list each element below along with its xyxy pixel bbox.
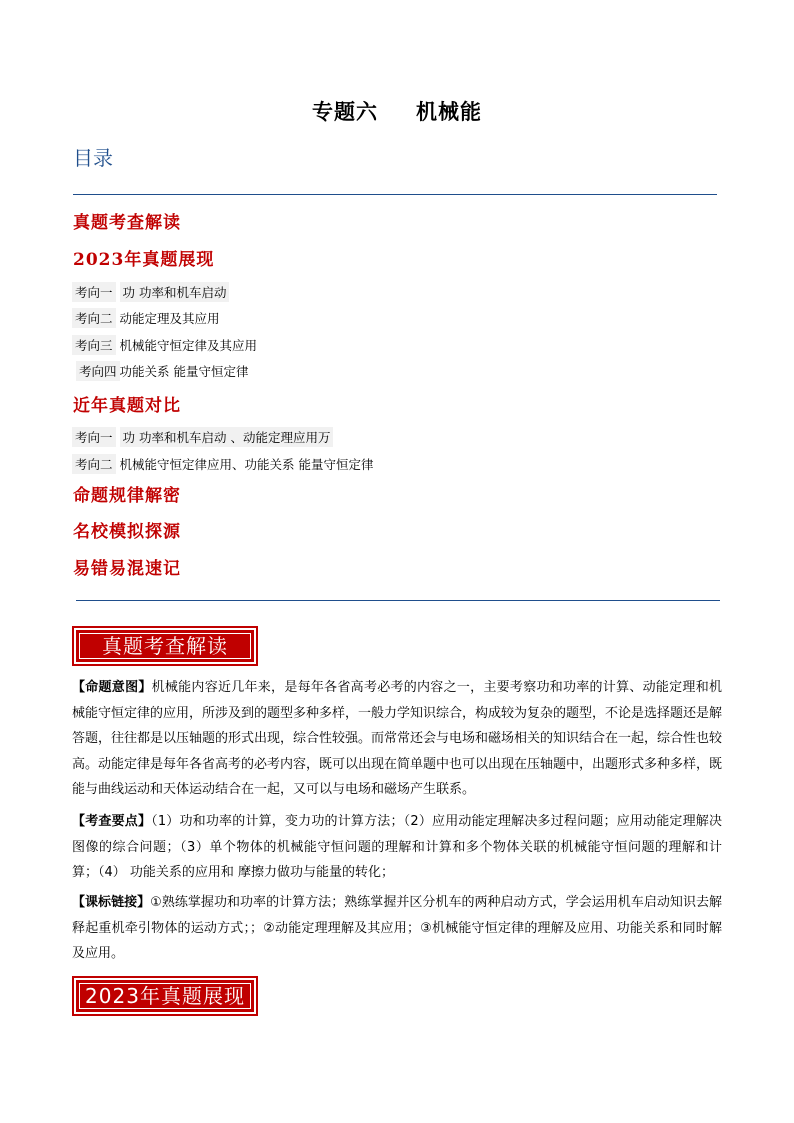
- tag-intent: 【命题意图】: [72, 680, 152, 695]
- paragraph-points: [72, 809, 722, 886]
- tag-link: 【课标链接】: [72, 895, 151, 910]
- paragraph-link: [72, 890, 722, 967]
- toc-item-text: 功 功率和机车启动 、动能定理应用万: [120, 427, 334, 447]
- paragraph-intent: [72, 675, 722, 803]
- toc-item-text: 动能定理及其应用: [119, 311, 220, 326]
- toc-item-key: 考向二: [72, 454, 116, 474]
- banner-label: 2023年真题展现: [76, 980, 254, 1012]
- toc-item-2023-4[interactable]: [76, 361, 249, 381]
- text-intent: 机械能内容近几年来，是每年各省高考必考的内容之一，主要考察功和功率的计算、动能定理和机械能守恒定律的应用，所涉及到的题型多种多样，一般力学知识综合，构成较为复杂的题型，不论是选择题还是解答题，往往都是以压轴题的形式出现，综合性较强。而常常还会与电场和磁场相关的知识结合在一起，综合性也较高。动能定律是每年各省高考的必考内容，既可以出现在简单题中也可以出现在压轴题中，出题形式多种多样，既能与曲线运动和天体运动结合在一起，又可以与电场和磁场产生联系。: [72, 680, 723, 797]
- toc-section-2023[interactable]: 2023年真题展现: [73, 250, 215, 270]
- toc-top-rule: [73, 194, 717, 195]
- toc-heading: 目录: [73, 146, 113, 170]
- toc-item-2023-1[interactable]: [72, 282, 229, 302]
- toc-item-key: 考向四: [76, 361, 120, 381]
- text-points: （1）功和功率的计算，变力功的计算方法；（2）应用动能定理解决多过程问题；应用动能定理解决图像的综合问题；（3）单个物体的机械能守恒问题的理解和计算和多个物体关联的机械能守恒问题的理解和计算；（4） 功能关系的应用和 摩擦力做功与能量的转化；: [72, 814, 722, 880]
- title-main: 专题六: [312, 100, 378, 124]
- banner-label: 真题考查解读: [76, 630, 254, 662]
- toc-bottom-rule: [76, 600, 720, 601]
- section-banner-2023: [72, 976, 258, 1016]
- title-sub: 机械能: [416, 100, 482, 124]
- toc-item-text: 功能关系 能量守恒定律: [119, 364, 249, 379]
- toc-section-mistakes[interactable]: 易错易混速记: [73, 559, 181, 579]
- toc-item-text: 机械能守恒定律应用、功能关系 能量守恒定律: [119, 457, 374, 472]
- toc-item-key: 考向一: [72, 427, 116, 447]
- toc-section-simulation[interactable]: 名校模拟探源: [73, 522, 181, 542]
- tag-points: 【考查要点】: [72, 814, 152, 829]
- toc-section-rules[interactable]: 命题规律解密: [73, 486, 181, 506]
- toc-item-text: 功 功率和机车启动: [120, 282, 230, 302]
- toc-item-recent-2[interactable]: [72, 454, 373, 474]
- toc-item-recent-1[interactable]: [72, 427, 333, 447]
- toc-item-text: 机械能守恒定律及其应用: [119, 338, 258, 353]
- toc-section-recent[interactable]: 近年真题对比: [73, 396, 181, 416]
- toc-item-2023-2[interactable]: [72, 308, 220, 328]
- toc-item-2023-3[interactable]: [72, 335, 257, 355]
- page-title: [0, 96, 794, 126]
- toc-section-zhenti-jiedu[interactable]: 真题考查解读: [73, 213, 181, 233]
- toc-item-key: 考向三: [72, 335, 116, 355]
- text-link: ①熟练掌握功和功率的计算方法；熟练掌握并区分机车的两种启动方式，学会运用机车启动知识去解释起重机牵引物体的运动方式；；②动能定理理解及其应用；③机械能守恒定律的理解及应用、功能关系和同时解及应用。: [72, 895, 722, 961]
- section-banner-zhenti-jiedu: [72, 626, 258, 666]
- toc-item-key: 考向一: [72, 282, 116, 302]
- toc-item-key: 考向二: [72, 308, 116, 328]
